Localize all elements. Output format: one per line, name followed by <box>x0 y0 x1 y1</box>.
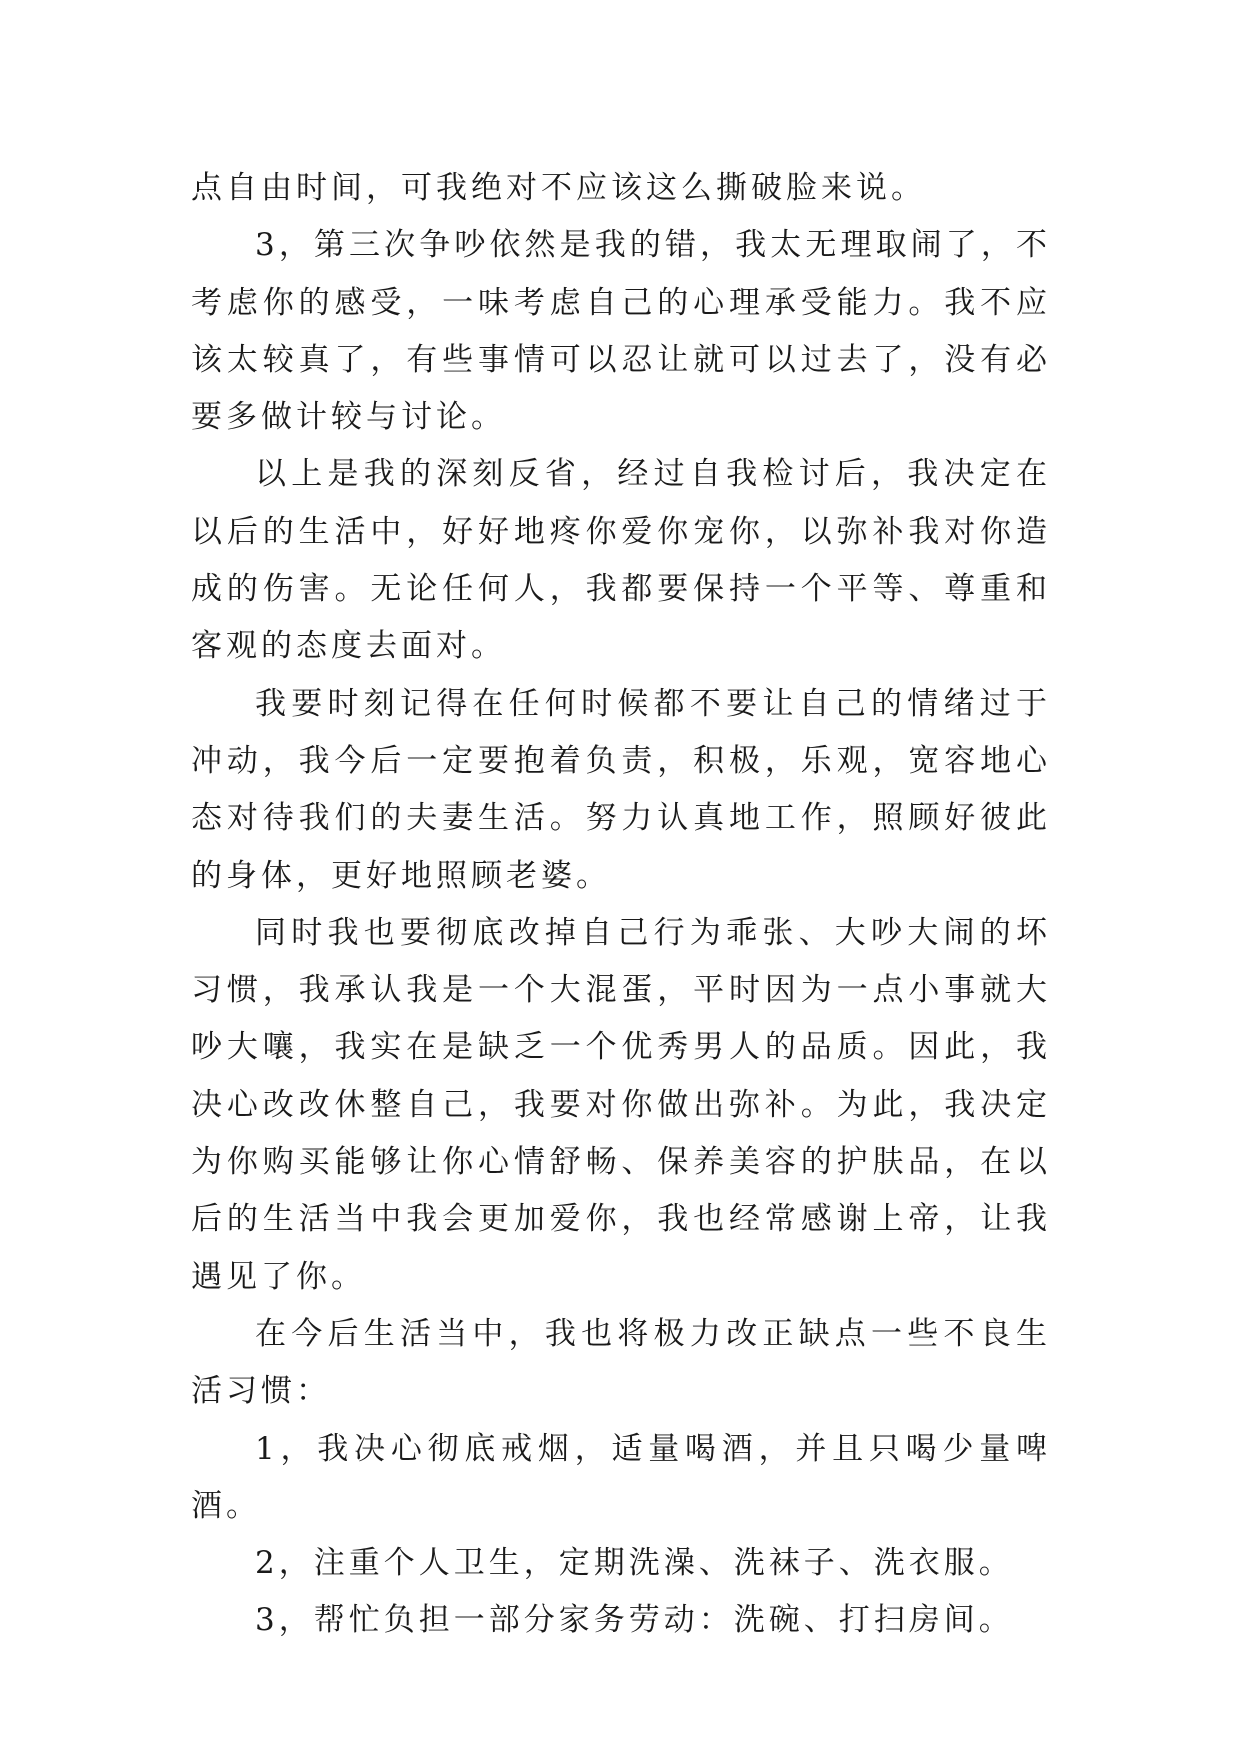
list-item-hygiene: 2，注重个人卫生，定期洗澡、洗袜子、洗衣服。 <box>255 1545 1014 1582</box>
paragraph-third-argument: 3，第三次争吵依然是我的错，我太无理取闹了，不考虑你的感受，一味考虑自己的心理承受能力。我不应该太较真了，有些事情可以忍让就可以过去了，没有必要多做计较与讨论。 <box>191 227 1051 436</box>
paragraph-continuation: 点自由时间，可我绝对不应该这么撕破脸来说。 <box>191 170 926 206</box>
paragraph-reflection: 以上是我的深刻反省，经过自我检讨后，我决定在以后的生活中，好好地疼你爱你宠你，以弥补我对你造成的伤害。无论任何人，我都要保持一个平等、尊重和客观的态度去面对。 <box>191 456 1051 665</box>
paragraph-habits-change: 同时我也要彻底改掉自己行为乖张、大吵大闹的坏习惯，我承认我是一个大混蛋，平时因为一点小事就大吵大嚷，我实在是缺乏一个优秀男人的品质。因此，我决心改改休整自己，我要对你做出弥补。为此，我决定为你购买能够让你心情舒畅、保养美容的护肤品，在以后的生活当中我会更加爱你，我也经常感谢上帝，让我遇见了你。 <box>191 914 1051 1295</box>
list-item-housework: 3，帮忙负担一部分家务劳动：洗碗、打扫房间。 <box>255 1602 1014 1639</box>
paragraph-future-habits: 在今后生活当中，我也将极力改正缺点一些不良生活习惯： <box>191 1315 1051 1410</box>
paragraph-emotions: 我要时刻记得在任何时候都不要让自己的情绪过于冲动，我今后一定要抱着负责，积极，乐观，宽容地心态对待我们的夫妻生活。努力认真地工作，照顾好彼此的身体，更好地照顾老婆。 <box>191 685 1051 894</box>
document-body <box>191 160 1051 1650</box>
list-item-quit-smoking: 1，我决心彻底戒烟，适量喝酒，并且只喝少量啤酒。 <box>191 1430 1051 1524</box>
